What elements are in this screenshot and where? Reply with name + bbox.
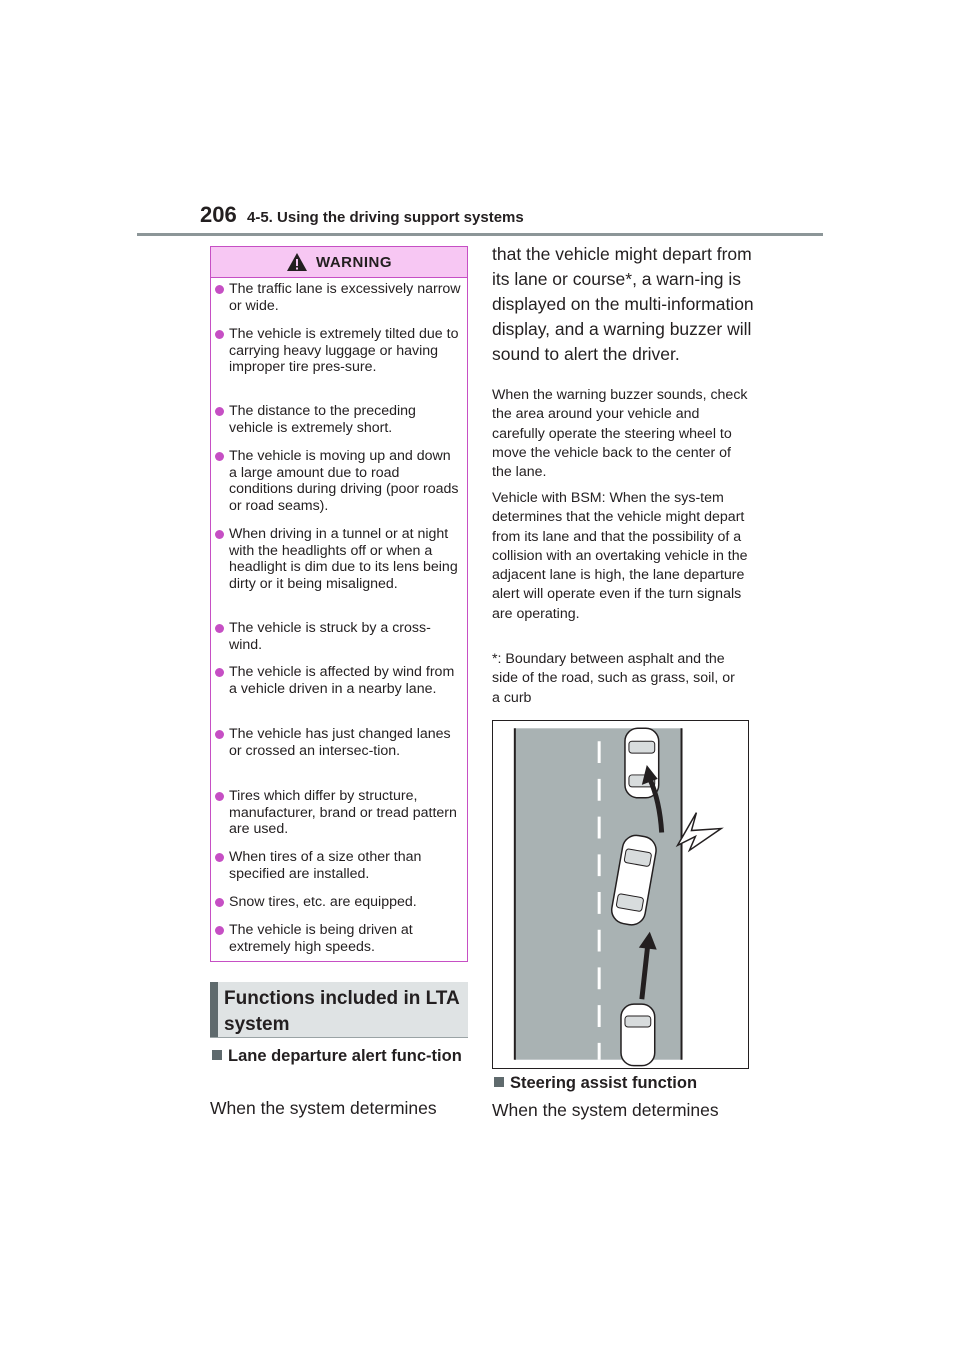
warning-item-text: When tires of a size other than specified are installed. bbox=[229, 849, 422, 882]
bullet-icon bbox=[215, 407, 224, 416]
functions-heading bbox=[210, 982, 468, 1038]
warning-item bbox=[229, 922, 461, 955]
page-number: 206 bbox=[200, 202, 237, 227]
section-title: 4-5. Using the driving support systems bbox=[247, 209, 524, 226]
warning-item-text: Snow tires, etc. are equipped. bbox=[229, 894, 417, 910]
functions-heading-text: Functions included in LTA system bbox=[224, 988, 460, 1035]
warning-item-text: The vehicle has just changed lanes or crossed an intersec-tion. bbox=[229, 726, 451, 759]
lane-diagram bbox=[492, 720, 749, 1069]
bullet-icon bbox=[215, 530, 224, 539]
alert-zigzag-icon bbox=[678, 813, 722, 851]
warning-item bbox=[229, 281, 461, 314]
warning-triangle-icon bbox=[286, 252, 308, 272]
lane-departure-intro: When the system determines bbox=[210, 1098, 437, 1118]
warning-box bbox=[210, 246, 468, 962]
bullet-icon bbox=[215, 452, 224, 461]
warning-item bbox=[229, 620, 461, 653]
warning-item bbox=[229, 788, 461, 838]
warning-item-text: The vehicle is being driven at extremely high speeds. bbox=[229, 922, 413, 955]
lane-diagram-illustration bbox=[493, 721, 748, 1068]
warning-item bbox=[229, 849, 461, 882]
lane-departure-heading bbox=[228, 1045, 468, 1067]
square-bullet-icon bbox=[212, 1050, 222, 1060]
warning-item-text: The distance to the preceding vehicle is extremely short. bbox=[229, 403, 416, 436]
footnote: *: Boundary between asphalt and the side of the road, such as grass, soil, or a curb bbox=[492, 651, 735, 706]
warning-item bbox=[229, 403, 461, 436]
header-rule bbox=[137, 233, 823, 236]
bullet-icon bbox=[215, 330, 224, 339]
warning-item bbox=[229, 664, 461, 697]
warning-item bbox=[229, 526, 461, 592]
warning-item bbox=[229, 894, 461, 911]
warning-item-text: The vehicle is extremely tilted due to carrying heavy luggage or having improper tire pres-sure. bbox=[229, 326, 459, 376]
note-bsm: Vehicle with BSM: When the sys-tem determines that the vehicle might depart from its lane and that the possibility of a collision with an overtaking vehicle in the adjacent lane is high, the lane departure alert will operate even if the turn signals are operating. bbox=[492, 490, 748, 622]
warning-item-text: The traffic lane is excessively narrow or wide. bbox=[229, 281, 461, 314]
continuation-text: that the vehicle might depart from its lane or course*, a warn-ing is displayed on the multi-information display, and a warning buzzer will sound to alert the driver. bbox=[492, 244, 754, 364]
steering-assist-intro: When the system determines bbox=[492, 1100, 719, 1120]
warning-item bbox=[229, 326, 461, 376]
bullet-icon bbox=[215, 730, 224, 739]
warning-header bbox=[211, 247, 467, 278]
bullet-icon bbox=[215, 926, 224, 935]
car-bottom-icon bbox=[621, 1004, 655, 1066]
bullet-icon bbox=[215, 792, 224, 801]
steering-assist-heading bbox=[510, 1072, 750, 1094]
bullet-icon bbox=[215, 853, 224, 862]
steering-assist-title: Steering assist function bbox=[510, 1074, 698, 1092]
note-buzzer: When the warning buzzer sounds, check the area around your vehicle and carefully operate the steering wheel to move the vehicle back to the center of the lane. bbox=[492, 387, 748, 481]
square-bullet-icon bbox=[494, 1077, 504, 1087]
warning-item-text: When driving in a tunnel or at night with the headlights off or when a headlight is dim due to its lens being dirty or it being misaligned. bbox=[229, 526, 458, 592]
warning-item-text: Tires which differ by structure, manufacturer, brand or tread pattern are used. bbox=[229, 788, 457, 838]
warning-item bbox=[229, 448, 461, 514]
bullet-icon bbox=[215, 285, 224, 294]
lane-departure-title: Lane departure alert func-tion bbox=[228, 1047, 462, 1065]
bullet-icon bbox=[215, 898, 224, 907]
warning-item-text: The vehicle is moving up and down a large amount due to road conditions during driving (poor roads or road seams). bbox=[229, 448, 459, 514]
bullet-icon bbox=[215, 624, 224, 633]
warning-item bbox=[229, 726, 461, 759]
bullet-icon bbox=[215, 668, 224, 677]
warning-item-text: The vehicle is struck by a cross-wind. bbox=[229, 620, 431, 653]
warning-item-text: The vehicle is affected by wind from a vehicle driven in a nearby lane. bbox=[229, 664, 455, 697]
warning-title: WARNING bbox=[316, 253, 392, 271]
heading-bar bbox=[210, 982, 218, 1037]
